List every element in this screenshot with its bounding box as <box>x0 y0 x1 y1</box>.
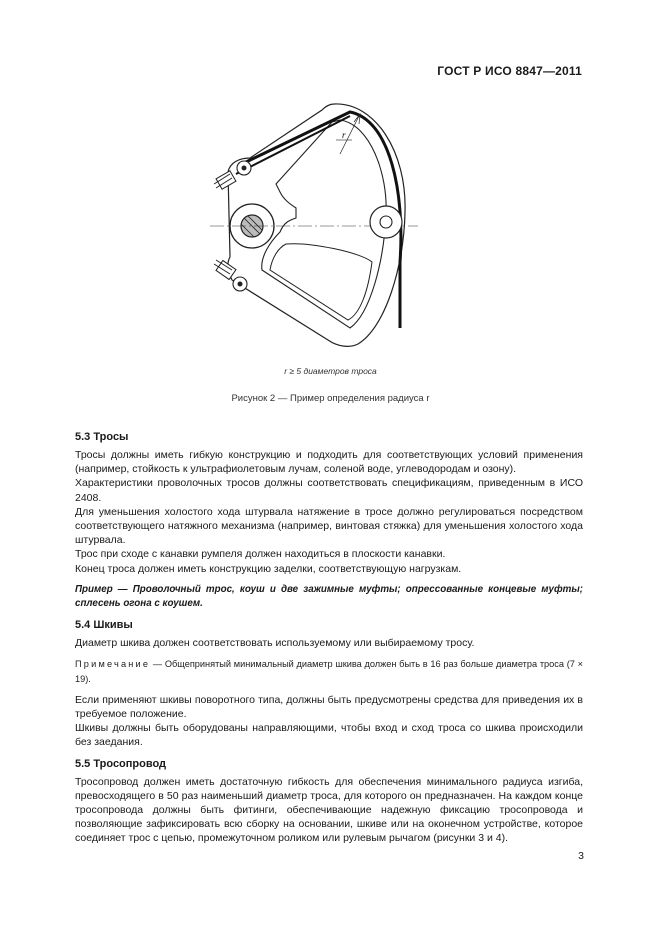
section-5-3-paragraph-3: Для уменьшения холостого хода штурвала натяжение в тросе должно регулироваться посредством соответствующего натяжного механизма (например, винтовая стяжка) для уменьшения холостого хода штурвала. <box>75 505 583 547</box>
lower-cable-clamp <box>214 260 247 291</box>
section-5-4-paragraph-2: Если применяют шкивы поворотного типа, должны быть предусмотрены средства для приведения их в требуемое положение. <box>75 693 583 721</box>
section-5-4-note <box>75 657 583 685</box>
document-body <box>75 430 583 846</box>
document-header: ГОСТ Р ИСО 8847—2011 <box>437 64 582 78</box>
section-5-5-title: 5.5 Тросопровод <box>75 757 167 770</box>
section-5-3-paragraph-4: Трос при сходе с канавки румпеля должен находиться в плоскости канавки. <box>75 548 446 561</box>
section-5-3-paragraph-5: Конец троса должен иметь конструкцию заделки, соответствующую нагрузкам. <box>75 562 462 575</box>
pin-hole <box>380 216 392 228</box>
figure-caption: Рисунок 2 — Пример определения радиуса r <box>231 393 430 404</box>
page-number: 3 <box>578 850 584 862</box>
section-5-3-paragraph-2: Характеристики проволочных тросов должны соответствовать спецификациям, приведенным в ИСО 2408. <box>75 477 583 504</box>
note-text: — Общепринятый минимальный диаметр шкива должен быть в 16 раз больше диаметра троса (7 × 19). <box>75 659 583 684</box>
quadrant-drawing <box>200 92 430 354</box>
section-5-3-example: Пример — Проволочный трос, коуш и две зажимные муфты; опрессованные концевые муфты; сплесень огона с коушем. <box>75 583 583 610</box>
radius-label: r <box>342 130 346 140</box>
upper-cable-clamp <box>214 161 251 189</box>
figure-note: r ≥ 5 диаметров троса <box>284 366 377 376</box>
section-5-5-paragraph-1: Тросопровод должен иметь достаточную гибкость для обеспечения минимального радиуса изгиба, превосходящего в 50 раз наименьший диаметр троса, для которого он предназначен. На каждом конце тросопровода должны быть фитинги, обеспечивающие надежную фиксацию тросопровода и позволяющие зафиксировать всю сборку на основании, шкиве или на оконечном устройстве, которое соединяет трос с цепью, промежуточном роликом или рулевым рычагом (рисунки 3 и 4). <box>75 775 583 845</box>
section-5-3-paragraph-1: Тросы должны иметь гибкую конструкцию и подходить для соответствующих условий применения (например, стойкость к ультрафиолетовым лучам, соленой воде, углеводородам и озону). <box>75 449 583 476</box>
quadrant-svg <box>200 92 430 354</box>
section-5-3-title: 5.3 Тросы <box>75 431 129 443</box>
section-5-4-paragraph-3: Шкивы должны быть оборудованы направляющими, чтобы вход и сход троса со шкива происходили без заедания. <box>75 722 583 749</box>
section-5-4-paragraph-1: Диаметр шкива должен соответствовать используемому или выбираемому тросу. <box>75 637 475 650</box>
section-5-4-title: 5.4 Шкивы <box>75 619 133 632</box>
note-label: Примечание <box>75 659 151 670</box>
